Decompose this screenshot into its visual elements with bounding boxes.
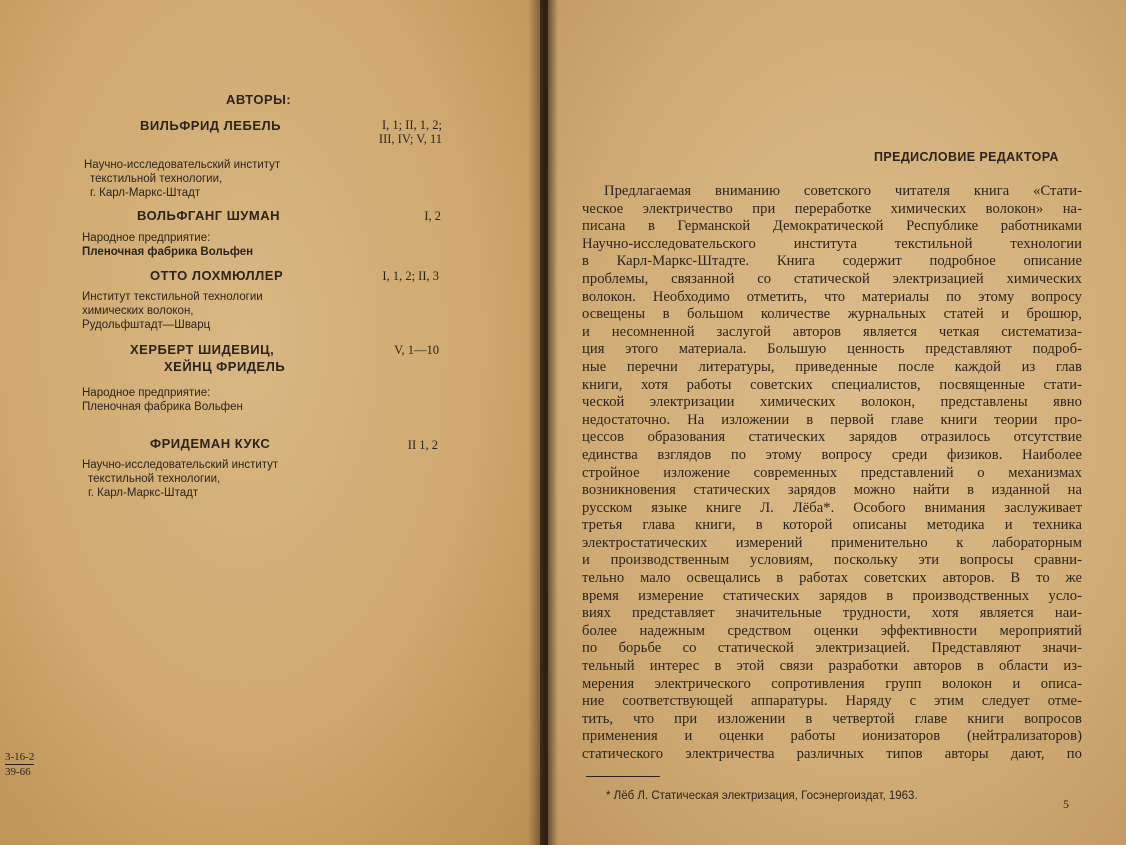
body-line: книги, хотя работы советских специалистов, посвященные стати- <box>582 376 1082 393</box>
body-line: виях представляет значительные трудности, хотя является наи- <box>582 605 1082 622</box>
body-line: электростатических измерений применительно к лабораторным <box>582 534 1082 551</box>
org-line: текстильной технологии, <box>88 473 221 485</box>
body-line: цессов образования статических зарядов отразилось отсутствие <box>582 429 1082 446</box>
publication-code <box>5 750 34 779</box>
body-line: волокон. Необходимо отметить, что материалы по этому вопросу <box>582 288 1082 305</box>
org-line: Научно-исследовательский институт <box>82 459 279 471</box>
author-chapters <box>379 118 442 146</box>
body-line: и несомненной заслугой авторов является четкая систематиза- <box>582 323 1082 340</box>
body-line: тельно мало освещались в работах советских авторов. В то же <box>582 570 1082 587</box>
org-line: Научно-исследовательский институт <box>84 159 281 171</box>
author-organization <box>82 458 278 500</box>
preface-body <box>582 183 1082 764</box>
body-line: ческое электричество при переработке химических волокон» на- <box>582 200 1082 217</box>
author-chapters <box>394 343 439 357</box>
org-line: Рудольфштадт—Шварц <box>82 319 211 331</box>
author-name-line: ФРИДЕМАН КУКС <box>150 436 271 451</box>
chapters-line: III, IV; V, 11 <box>378 132 442 146</box>
body-line: мерения электрического сопротивления групп волокон и описа- <box>582 675 1082 692</box>
author-name-line: ОТТО ЛОХМЮЛЛЕР <box>150 268 284 283</box>
right-page <box>548 0 1126 845</box>
body-line: ческой электризации химических волокон, представлены явно <box>582 394 1082 411</box>
body-line: ция этого материала. Большую ценность представляют подроб- <box>582 341 1082 358</box>
org-line: Народное предприятие: <box>82 232 211 244</box>
body-line: проблемы, связанной со статической электризацией химических <box>582 270 1082 287</box>
author-chapters <box>424 209 441 223</box>
org-line: Пленочная фабрика Вольфен <box>82 246 254 258</box>
org-line: Институт текстильной технологии <box>82 291 263 303</box>
author-name <box>150 268 283 283</box>
org-line: г. Карл-Маркс-Штадт <box>90 187 201 199</box>
body-line: стройное изложение современных представлений о механизмах <box>582 464 1082 481</box>
body-line: третья глава книги, в которой описаны методика и техника <box>582 517 1082 534</box>
chapters-line: I, 1; II, 1, 2; <box>381 118 442 132</box>
author-name <box>140 118 281 133</box>
body-line: русском языке книге Л. Лёба*. Особого внимания заслуживает <box>582 499 1082 516</box>
preface-title: ПРЕДИСЛОВИЕ РЕДАКТОРА <box>874 150 1059 164</box>
author-name-line: ВОЛЬФГАНГ ШУМАН <box>137 208 280 223</box>
author-name-line: ХЕЙНЦ ФРИДЕЛЬ <box>164 359 286 374</box>
body-line: освещены в большом количестве журнальных статей и брошюр, <box>582 306 1082 323</box>
author-organization <box>84 158 280 200</box>
body-line: время измерение статических зарядов в производственных усло- <box>582 587 1082 604</box>
body-line: тить, что при изложении в четвертой главе книги вопросов <box>582 710 1082 727</box>
left-page <box>0 0 540 845</box>
body-line: Научно-исследовательского института текстильной технологии <box>582 235 1082 252</box>
footnote: * Лёб Л. Статическая электризация, Госэнергоиздат, 1963. <box>606 790 918 802</box>
authors-heading: АВТОРЫ: <box>226 92 292 107</box>
page-number: 5 <box>1063 797 1069 811</box>
code-line: 3-16-2 <box>5 751 35 763</box>
author-chapters <box>382 269 439 283</box>
body-line: тельный интерес в этой связи разработки авторов в области из- <box>582 658 1082 675</box>
org-line: Народное предприятие: <box>82 387 211 399</box>
chapters-line: II 1, 2 <box>407 438 438 452</box>
author-organization <box>82 386 243 414</box>
author-name <box>137 208 280 223</box>
body-line: и производственным условиям, поскольку эти вопросы сравни- <box>582 552 1082 569</box>
body-line: более надежным средством оценки эффективности мероприятий <box>582 622 1082 639</box>
chapters-line: I, 2 <box>424 209 441 223</box>
footnote-rule <box>586 776 660 777</box>
org-line: г. Карл-Маркс-Штадт <box>88 487 199 499</box>
author-organization <box>82 290 263 332</box>
author-name <box>130 341 285 375</box>
author-name <box>150 436 270 451</box>
author-name-line: ХЕРБЕРТ ШИДЕВИЦ, <box>130 342 275 357</box>
org-line: Пленочная фабрика Вольфен <box>82 401 243 413</box>
body-line: статического электричества различных типов авторы дают, по <box>582 746 1082 762</box>
org-line: химических волокон, <box>82 305 194 317</box>
body-line: Предлагаемая вниманию советского читателя книга «Стати- <box>604 183 1082 199</box>
code-line: 39-66 <box>5 766 31 778</box>
author-chapters <box>408 438 438 452</box>
author-organization <box>82 231 253 259</box>
author-name-line: ВИЛЬФРИД ЛЕБЕЛЬ <box>140 118 281 133</box>
body-line: единства взглядов по этому вопросу среди физиков. Наиболее <box>582 446 1082 463</box>
body-line: по борьбе со статической электризацией. Представляют значи- <box>582 640 1082 657</box>
body-line: писана в Германской Демократической Республике работниками <box>582 218 1082 235</box>
body-line: применения и оценки работы ионизаторов (нейтрализаторов) <box>582 728 1082 745</box>
chapters-line: V, 1—10 <box>394 343 439 357</box>
body-line: ные перечни литературы, приведенные после каждой из глав <box>582 358 1082 375</box>
chapters-line: I, 1, 2; II, 3 <box>382 269 439 283</box>
org-line: текстильной технологии, <box>90 173 223 185</box>
body-line: ние соответствующей аппаратуры. Наряду с этим следует отме- <box>582 693 1082 710</box>
body-line: возникновения статических зарядов можно найти в изданной на <box>582 482 1082 499</box>
body-line: недостаточно. На изложении в первой главе книги теории про- <box>582 411 1082 428</box>
body-line: в Карл-Маркс-Штадте. Книга содержит подробное описание <box>582 253 1082 270</box>
